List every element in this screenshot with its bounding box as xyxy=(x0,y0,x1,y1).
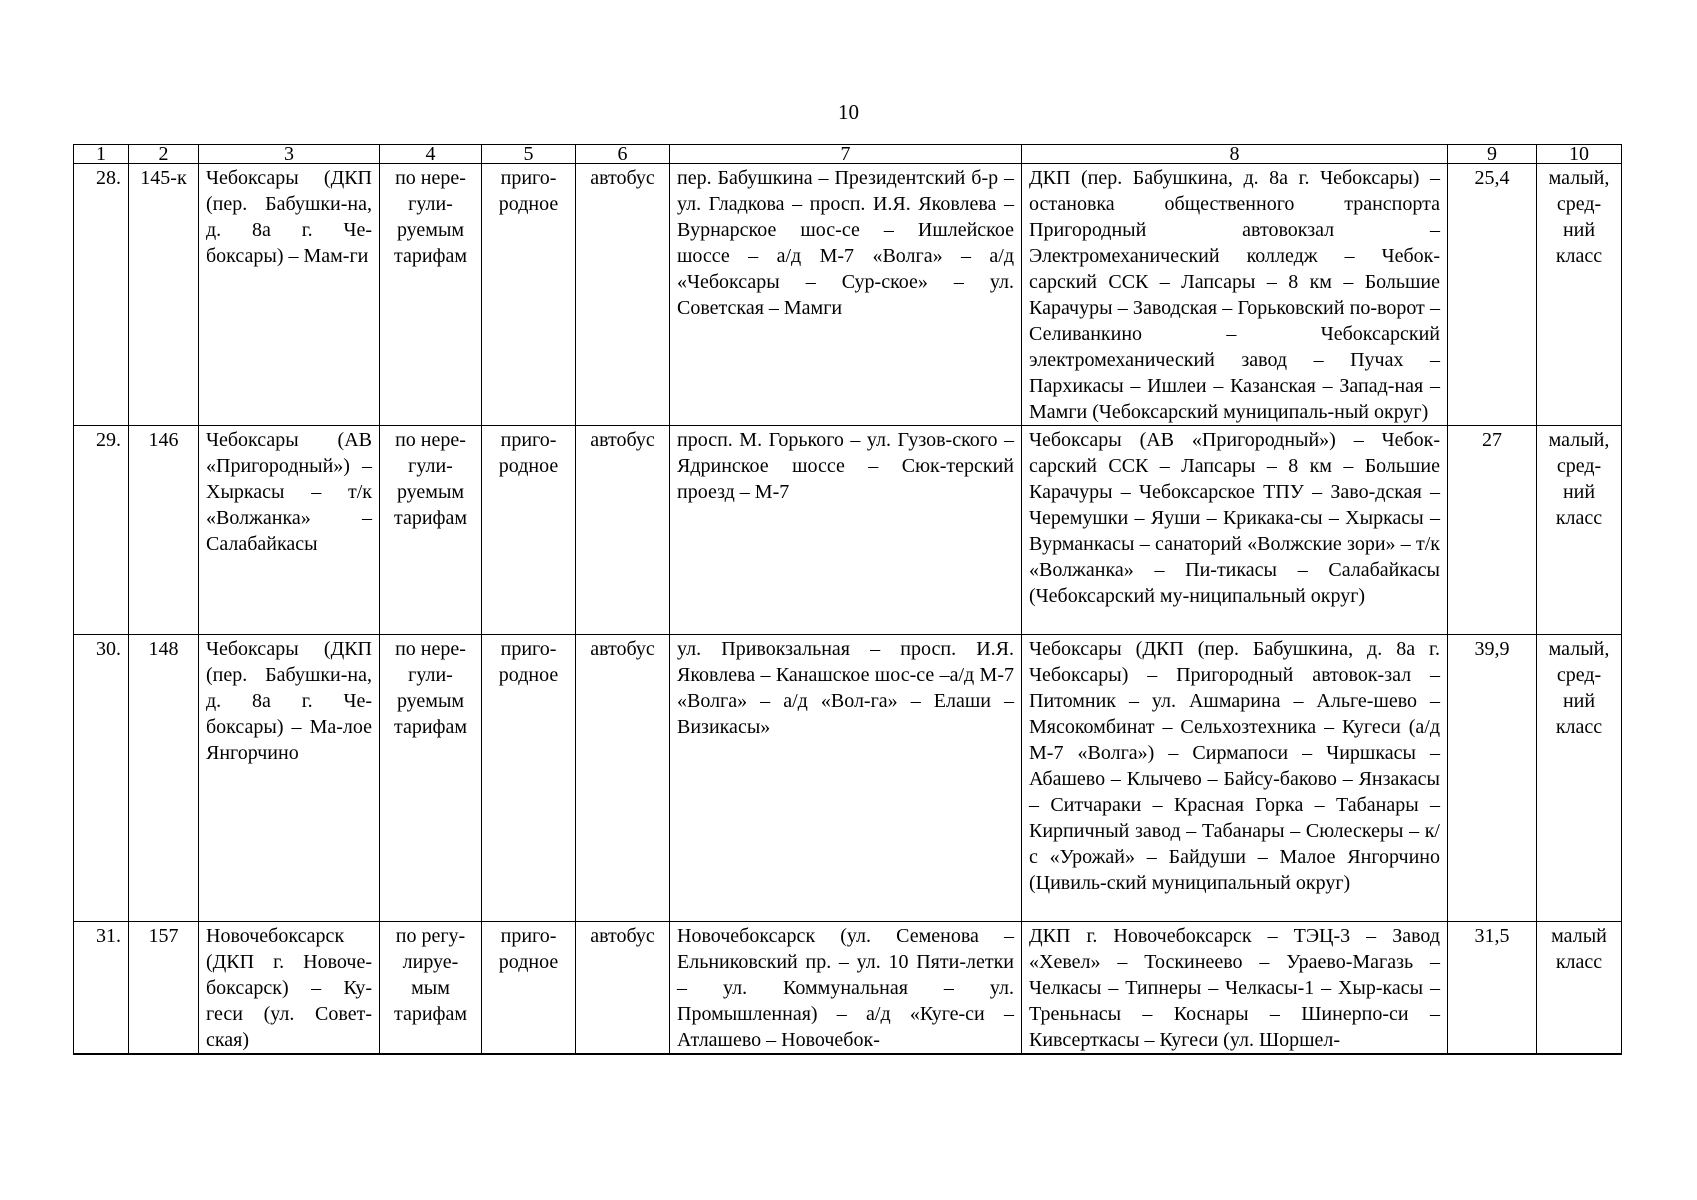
vehicle-class: малый, сред- ний класс xyxy=(1537,164,1622,426)
tariff-type: по нере- гули- руемым тарифам xyxy=(380,635,482,922)
column-header: 4 xyxy=(380,145,482,164)
column-header: 2 xyxy=(129,145,199,164)
vehicle-class: малый, сред- ний класс xyxy=(1537,635,1622,922)
row-number: 30. xyxy=(74,635,129,922)
route-length: 25,4 xyxy=(1448,164,1537,426)
page-number: 10 xyxy=(838,100,859,124)
column-header: 3 xyxy=(199,145,380,164)
table-row xyxy=(74,922,1622,1055)
tariff-type: по нере- гули- руемым тарифам xyxy=(380,164,482,426)
route-length: 27 xyxy=(1448,426,1537,635)
vehicle-class: малый класс xyxy=(1537,922,1622,1055)
route-length: 31,5 xyxy=(1448,922,1537,1055)
row-number: 31. xyxy=(74,922,129,1055)
row-number: 29. xyxy=(74,426,129,635)
route-kind: приго- родное xyxy=(482,635,576,922)
column-header: 5 xyxy=(482,145,576,164)
vehicle-type: автобус xyxy=(576,635,670,922)
table-row xyxy=(74,426,1622,635)
route-kind: приго- родное xyxy=(482,922,576,1055)
column-header: 7 xyxy=(670,145,1022,164)
routes-table xyxy=(73,144,1622,1055)
route-reg-number: 157 xyxy=(129,922,199,1055)
column-header: 10 xyxy=(1537,145,1622,164)
route-stops: ДКП (пер. Бабушкина, д. 8а г. Чебоксары) – остановка общественного транспорта Пригородный автовокзал – Электромеханический колледж – Чебок-сарский ССК – Лапсары – 8 км – Большие Карачуры – Заводская – Горьковский по-ворот – Селиванкино – Чебоксарский электромеханический завод – Пучах – Пархикасы – Ишлеи – Казанская – Запад-ная – Мамги (Чебоксарский муниципаль-ный округ) xyxy=(1022,164,1448,426)
route-length: 39,9 xyxy=(1448,635,1537,922)
column-header: 6 xyxy=(576,145,670,164)
route-name: Чебоксары (ДКП (пер. Бабушки-на, д. 8а г. Че-боксары) – Ма-лое Янгорчино xyxy=(199,635,380,922)
route-streets: просп. М. Горького – ул. Гузов-ского – Ядринское шоссе – Сюк-терский проезд – М-7 xyxy=(670,426,1022,635)
vehicle-class: малый, сред- ний класс xyxy=(1537,426,1622,635)
route-name: Чебоксары (АВ «Пригородный») – Хыркасы – т/к «Волжанка» – Салабайкасы xyxy=(199,426,380,635)
route-reg-number: 145-к xyxy=(129,164,199,426)
route-kind: приго- родное xyxy=(482,164,576,426)
route-reg-number: 148 xyxy=(129,635,199,922)
route-stops: Чебоксары (ДКП (пер. Бабушкина, д. 8а г. Чебоксары) – Пригородный автовок-зал – Питомник – ул. Ашмарина – Альге-шево – Мясокомбинат – Сельхозтехника – Кугеси (а/д М-7 «Волга») – Сирмапоси – Чиршкасы – Абашево – Клычево – Байсу-баково – Янзакасы – Ситчараки – Красная Горка – Табанары – Кирпичный завод – Табанары – Сюлескеры – к/с «Урожай» – Байдуши – Малое Янгорчино (Цивиль-ский муниципальный округ) xyxy=(1022,635,1448,922)
table-header-row xyxy=(74,145,1622,164)
column-header: 8 xyxy=(1022,145,1448,164)
column-header: 1 xyxy=(74,145,129,164)
column-header: 9 xyxy=(1448,145,1537,164)
tariff-type: по регу- лируе- мым тарифам xyxy=(380,922,482,1055)
route-name: Новочебоксарск (ДКП г. Новоче-боксарск) – Ку-геси (ул. Совет-ская) xyxy=(199,922,380,1055)
route-reg-number: 146 xyxy=(129,426,199,635)
table-row xyxy=(74,635,1622,922)
tariff-type: по нере- гули- руемым тарифам xyxy=(380,426,482,635)
route-streets: Новочебоксарск (ул. Семенова – Ельниковский пр. – ул. 10 Пяти-летки – ул. Коммунальная – ул. Промышленная) – а/д «Куге-си – Атлашево – Новочебок- xyxy=(670,922,1022,1055)
route-stops: Чебоксары (АВ «Пригородный») – Чебок-сарский ССК – Лапсары – 8 км – Большие Карачуры – Чебоксарское ТПУ – Заво-дская – Черемушки – Яуши – Крикака-сы – Хыркасы – Вурманкасы – санаторий «Волжские зори» – т/к «Волжанка» – Пи-тикасы – Салабайкасы (Чебоксарский му-ниципальный округ) xyxy=(1022,426,1448,635)
route-stops: ДКП г. Новочебоксарск – ТЭЦ-3 – Завод «Хевел» – Тоскинеево – Ураево-Магазь – Челкасы – Типнеры – Челкасы-1 – Хыр-касы – Треньнасы – Коснары – Шинерпо-си – Кивсерткасы – Кугеси (ул. Шоршел- xyxy=(1022,922,1448,1055)
table-row xyxy=(74,164,1622,426)
vehicle-type: автобус xyxy=(576,922,670,1055)
route-kind: приго- родное xyxy=(482,426,576,635)
route-streets: ул. Привокзальная – просп. И.Я. Яковлева – Канашское шос-се –а/д М-7 «Волга» – а/д «Вол-га» – Елаши – Визикасы» xyxy=(670,635,1022,922)
row-number: 28. xyxy=(74,164,129,426)
vehicle-type: автобус xyxy=(576,426,670,635)
route-name: Чебоксары (ДКП (пер. Бабушки-на, д. 8а г. Че-боксары) – Мам-ги xyxy=(199,164,380,426)
vehicle-type: автобус xyxy=(576,164,670,426)
route-streets: пер. Бабушкина – Президентский б-р – ул. Гладкова – просп. И.Я. Яковлева – Вурнарское шос-се – Ишлейское шоссе – а/д М-7 «Волга» – а/д «Чебоксары – Сур-ское» – ул. Советская – Мамги xyxy=(670,164,1022,426)
